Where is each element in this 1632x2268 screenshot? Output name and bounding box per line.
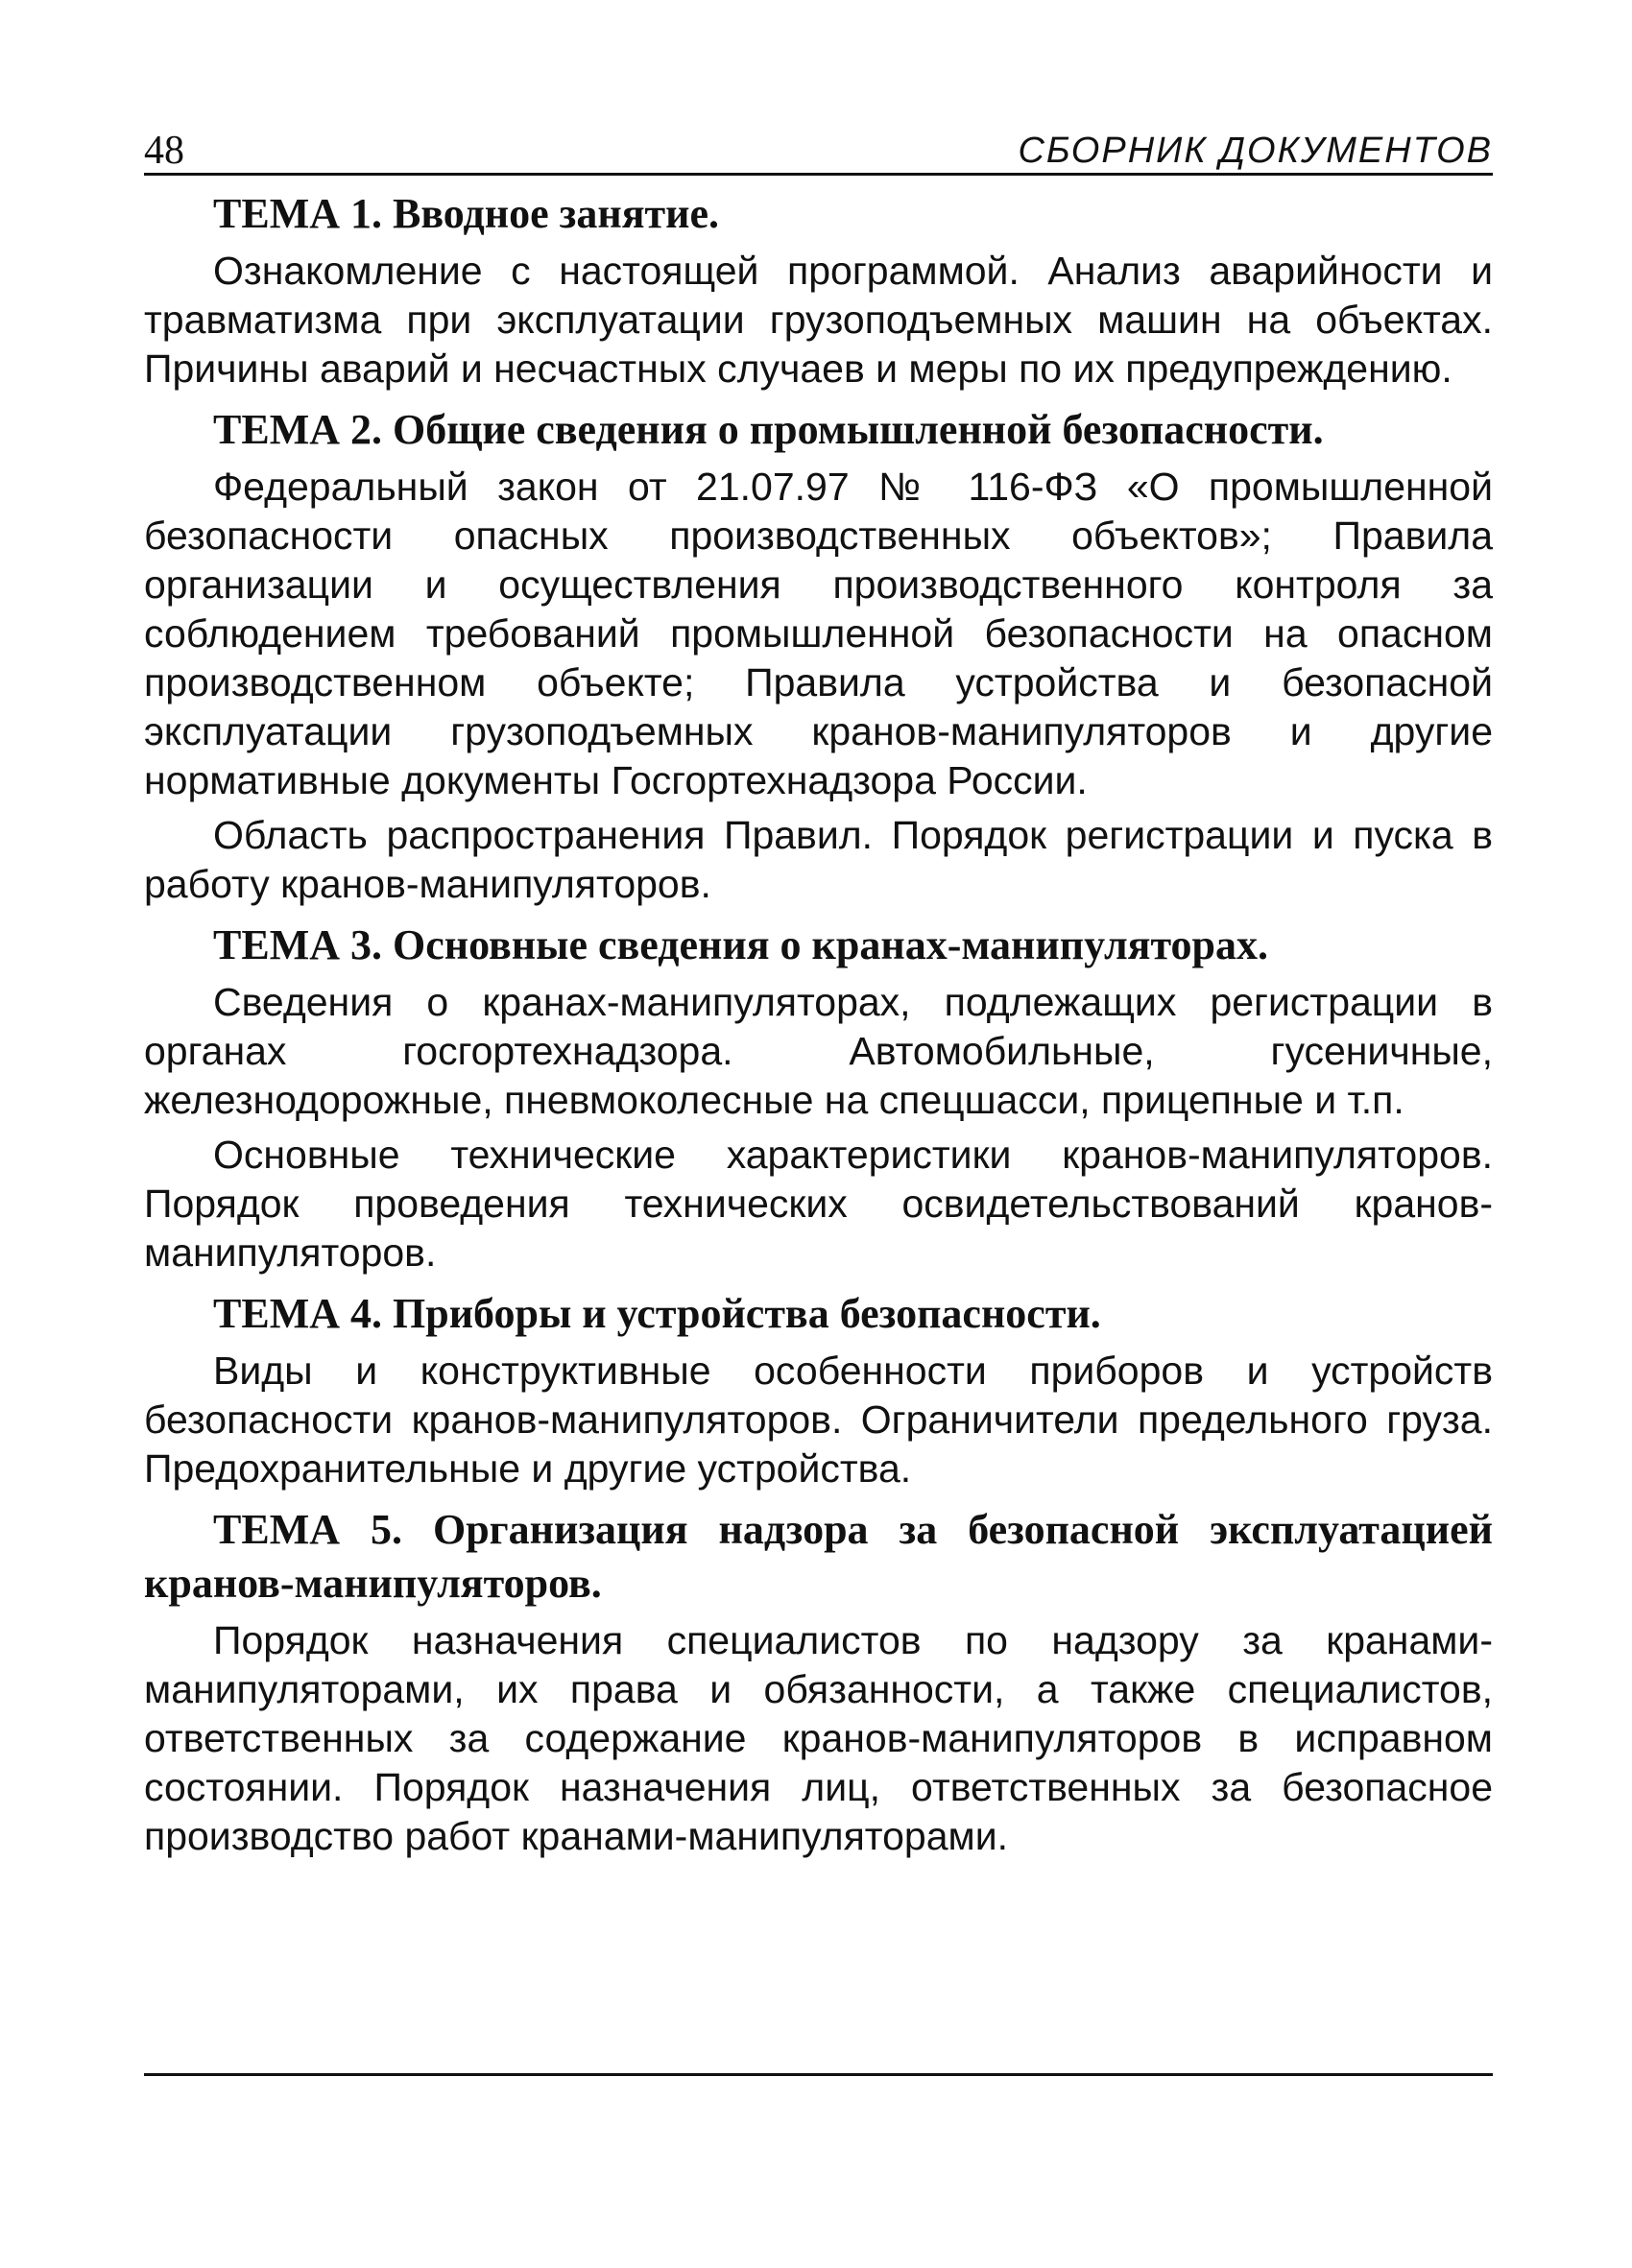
topic-title: ТЕМА 2. Общие сведения о промышленной безопасности. xyxy=(213,406,1324,453)
topic-title: ТЕМА 4. Приборы и устройства безопасности. xyxy=(213,1290,1101,1337)
document-page xyxy=(144,113,1493,1867)
topic-paragraph: Виды и конструктивные особенности приборов и устройств безопасности кранов-манипуляторов. Ограничители предельного груза. Предохранительные и другие устройства. xyxy=(144,1349,1493,1491)
topic-paragraph: Порядок назначения специалистов по надзору за кранами-манипуляторами, их права и обязанности, а также специалистов, ответственных за содержание кранов-манипуляторов в исправном состоянии. Порядок назначения лиц, ответственных за безопасное производство работ кранами-манипуляторами. xyxy=(144,1618,1493,1858)
topic-title: ТЕМА 1. Вводное занятие. xyxy=(213,190,720,237)
topic-4 xyxy=(144,1287,1493,1493)
running-title: СБОРНИК ДОКУМЕНТОВ xyxy=(1018,131,1493,171)
page-header xyxy=(144,113,1493,176)
topic-paragraph: Федеральный закон от 21.07.97 № 116-ФЗ «О промышленной безопасности опасных производственных объектов»; Правила организации и осуществления производственного контроля за соблюдением требований промышленной безопасности на опасном производственном объекте; Правила устройства и безопасной эксплуатации грузоподъемных кранов-манипуляторов и другие нормативные документы Госгортехнадзора России. xyxy=(144,465,1493,802)
bottom-divider xyxy=(144,2073,1493,2076)
topic-title: ТЕМА 5. Организация надзора за безопасной эксплуатацией кранов-манипуляторов. xyxy=(144,1506,1493,1607)
topic-paragraph: Ознакомление с настоящей программой. Анализ аварийности и травматизма при эксплуатации грузоподъемных машин на объектах. Причины аварий и несчастных случаев и меры по их предупреждению. xyxy=(144,249,1493,391)
topic-paragraph: Основные технические характеристики кранов-манипуляторов. Порядок проведения технических освидетельствований кранов-манипуляторов. xyxy=(144,1133,1493,1275)
topic-5 xyxy=(144,1503,1493,1861)
topic-1 xyxy=(144,187,1493,394)
topic-title: ТЕМА 3. Основные сведения о кранах-манипуляторах. xyxy=(213,921,1268,968)
topic-2 xyxy=(144,403,1493,909)
topic-3 xyxy=(144,919,1493,1277)
topic-paragraph: Сведения о кранах-манипуляторах, подлежащих регистрации в органах госгортехнадзора. Автомобильные, гусеничные, железнодорожные, пневмоколесные на спецшасси, прицепные и т.п. xyxy=(144,980,1493,1122)
page-number: 48 xyxy=(144,129,184,173)
topic-paragraph: Область распространения Правил. Порядок регистрации и пуска в работу кранов-манипуляторов. xyxy=(144,813,1493,906)
page-content xyxy=(144,187,1493,1861)
